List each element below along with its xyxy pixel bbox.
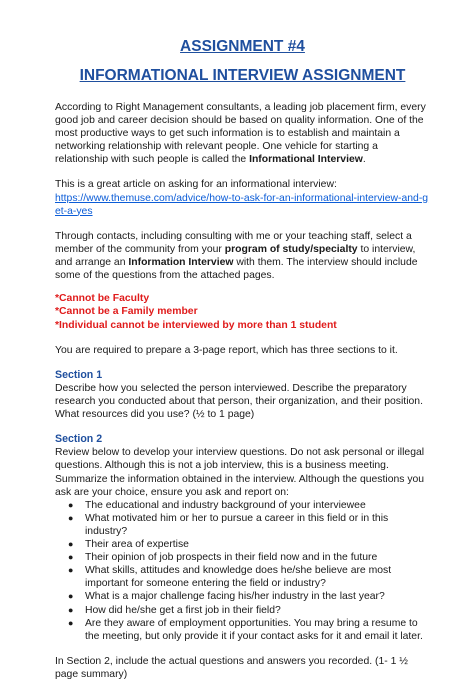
list-item: ● What motivated him or her to pursue a career in this field or in this industry? bbox=[68, 512, 389, 537]
contacts-text-1: Through contacts, including consulting with me or your teaching staff, select a member of the community from your bbox=[55, 230, 412, 255]
section1-heading: Section 1 bbox=[55, 369, 103, 382]
intro-end: . bbox=[362, 154, 366, 166]
section2-summary: In Section 2, include the actual questions and answers you recorded. (1- 1 ½ page summary) bbox=[55, 655, 408, 680]
report-paragraph: You are required to prepare a 3-page report, which has three sections to it. bbox=[55, 345, 398, 357]
list-item: ● Their area of expertise bbox=[68, 539, 189, 551]
bullet-icon: ● bbox=[68, 552, 74, 563]
warning-no-family: *Cannot be a Family member bbox=[55, 306, 198, 318]
bullet-icon: ● bbox=[68, 591, 74, 602]
contacts-text-2: to interview, and arrange an bbox=[55, 243, 416, 268]
article-paragraph bbox=[55, 178, 430, 217]
document-subtitle: INFORMATIONAL INTERVIEW ASSIGNMENT bbox=[79, 67, 406, 84]
bullet-icon: ● bbox=[68, 539, 74, 550]
list-item: ● How did he/she get a first job in their field? bbox=[68, 604, 281, 616]
list-item: ● What is a major challenge facing his/her industry in the last year? bbox=[68, 591, 385, 603]
document-title: ASSIGNMENT #4 bbox=[180, 38, 305, 55]
article-link[interactable]: https://www.themuse.com/advice/how-to-ask-for-an-informational-interview-and-get-a-yes bbox=[55, 192, 429, 217]
intro-bold: Informational Interview bbox=[249, 154, 363, 166]
bullet-icon: ● bbox=[68, 499, 74, 510]
question-list bbox=[55, 499, 430, 643]
section2-text: Review below to develop your interview questions. Do not ask personal or illegal questions. Although this is not a job interview, this is a business meeting. Summarize the information obtained in the interview. Although the questions you ask are your choice, ensure you ask and report on: bbox=[55, 447, 425, 498]
bullet-icon: ● bbox=[68, 617, 74, 628]
bullet-icon: ● bbox=[68, 565, 74, 576]
contacts-bold-interview: Information Interview bbox=[128, 256, 234, 268]
contacts-bold-program: program of study/specialty bbox=[224, 243, 358, 255]
contacts-paragraph bbox=[55, 230, 430, 282]
contacts-text-3: with them. The interview should include some of the questions from the attached pages. bbox=[55, 256, 418, 282]
article-text: This is a great article on asking for an informational interview: bbox=[55, 179, 337, 191]
intro-text: According to Right Management consultants, a leading job placement firm, every good job and career decision should be based on quality information. One of the most productive ways to get such information is to establish and maintain a networking relationship with relevant people. One vehicle for starting a relationship with such people is called the bbox=[55, 102, 426, 166]
warning-no-faculty: *Cannot be Faculty bbox=[55, 293, 150, 305]
list-item: ● The educational and industry background of your interviewee bbox=[68, 499, 366, 511]
section2-heading: Section 2 bbox=[55, 433, 103, 446]
list-item: ● Their opinion of job prospects in their field now and in the future bbox=[68, 552, 378, 564]
bullet-icon: ● bbox=[68, 604, 74, 615]
warning-one-student: *Individual cannot be interviewed by more than 1 student bbox=[55, 319, 337, 331]
list-item: ● Are they aware of employment opportunities. You may bring a resume to the meeting, but only provide it if your contact asks for it and email it later. bbox=[68, 617, 423, 642]
bullet-icon: ● bbox=[68, 512, 74, 523]
section1-text: Describe how you selected the person interviewed. Describe the preparatory research you conducted about that person, their organization, and their position. What resources did you use? (½ to 1 page) bbox=[55, 383, 423, 421]
intro-paragraph bbox=[55, 101, 430, 166]
list-item: ● What skills, attitudes and knowledge does he/she believe are most important for someone entering the field or industry? bbox=[68, 565, 392, 590]
